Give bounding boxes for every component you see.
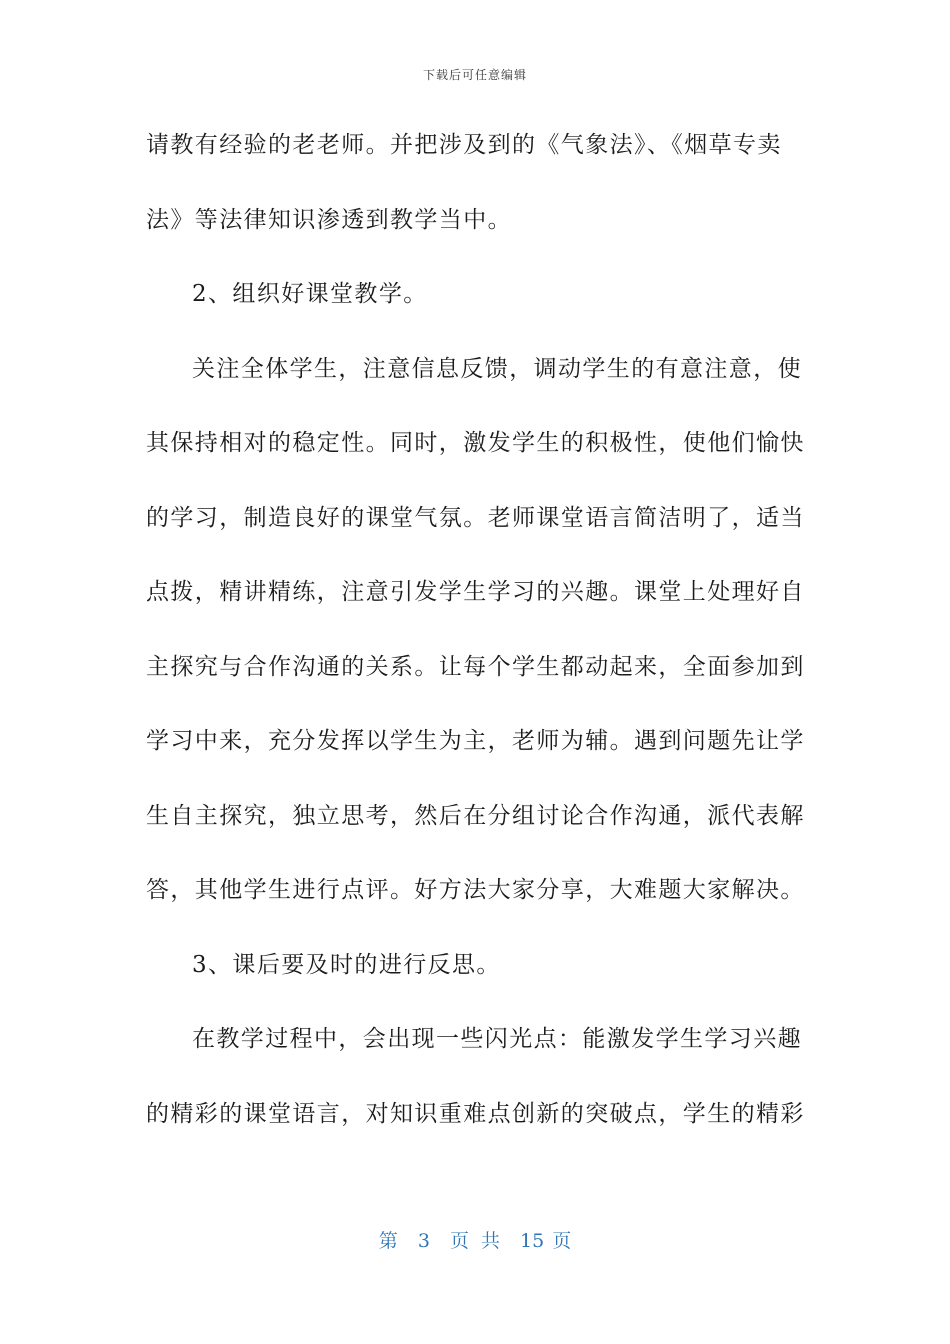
page-number-footer — [0, 1226, 950, 1253]
text-line: 法》等法律知识渗透到教学当中。 — [146, 206, 512, 233]
text-line: 答，其他学生进行点评。好方法大家分享，大难题大家解决。 — [146, 877, 805, 903]
page-label-prefix: 第 — [378, 1230, 398, 1252]
section-heading: 2、组织好课堂教学。 — [192, 281, 428, 307]
current-page-number: 3 — [417, 1230, 430, 1252]
text-line: 学习中来，充分发挥以学生为主，老师为辅。遇到问题先让学 — [146, 728, 805, 754]
text-line: 请教有经验的老老师。并把涉及到的《气象法》、《烟草专卖 — [146, 132, 782, 158]
section-heading: 3、课后要及时的进行反思。 — [192, 951, 501, 978]
text-line: 主探究与合作沟通的关系。让每个学生都动起来，全面参加到 — [146, 653, 805, 680]
total-page-number: 15 — [520, 1230, 545, 1252]
document-body — [146, 120, 805, 1163]
paragraph-start: 在教学过程中，会出现一些闪光点：能激发学生学习兴趣 — [192, 1026, 802, 1052]
text-line: 点拨，精讲精练，注意引发学生学习的兴趣。课堂上处理好自 — [146, 579, 805, 605]
paragraph-start: 关注全体学生，注意信息反馈，调动学生的有意注意，使 — [192, 355, 802, 382]
page-header-note: 下载后可任意编辑 — [422, 68, 527, 82]
page-label-suffix: 页 — [552, 1230, 572, 1252]
text-line: 其保持相对的稳定性。同时，激发学生的积极性，使他们愉快 — [146, 430, 805, 456]
page-label-middle: 页 共 — [449, 1230, 500, 1252]
text-line: 的学习，制造良好的课堂气氛。老师课堂语言简洁明了，适当 — [146, 504, 805, 531]
text-line: 的精彩的课堂语言，对知识重难点创新的突破点，学生的精彩 — [146, 1100, 805, 1127]
text-line: 生自主探究，独立思考，然后在分组讨论合作沟通，派代表解 — [146, 802, 805, 829]
